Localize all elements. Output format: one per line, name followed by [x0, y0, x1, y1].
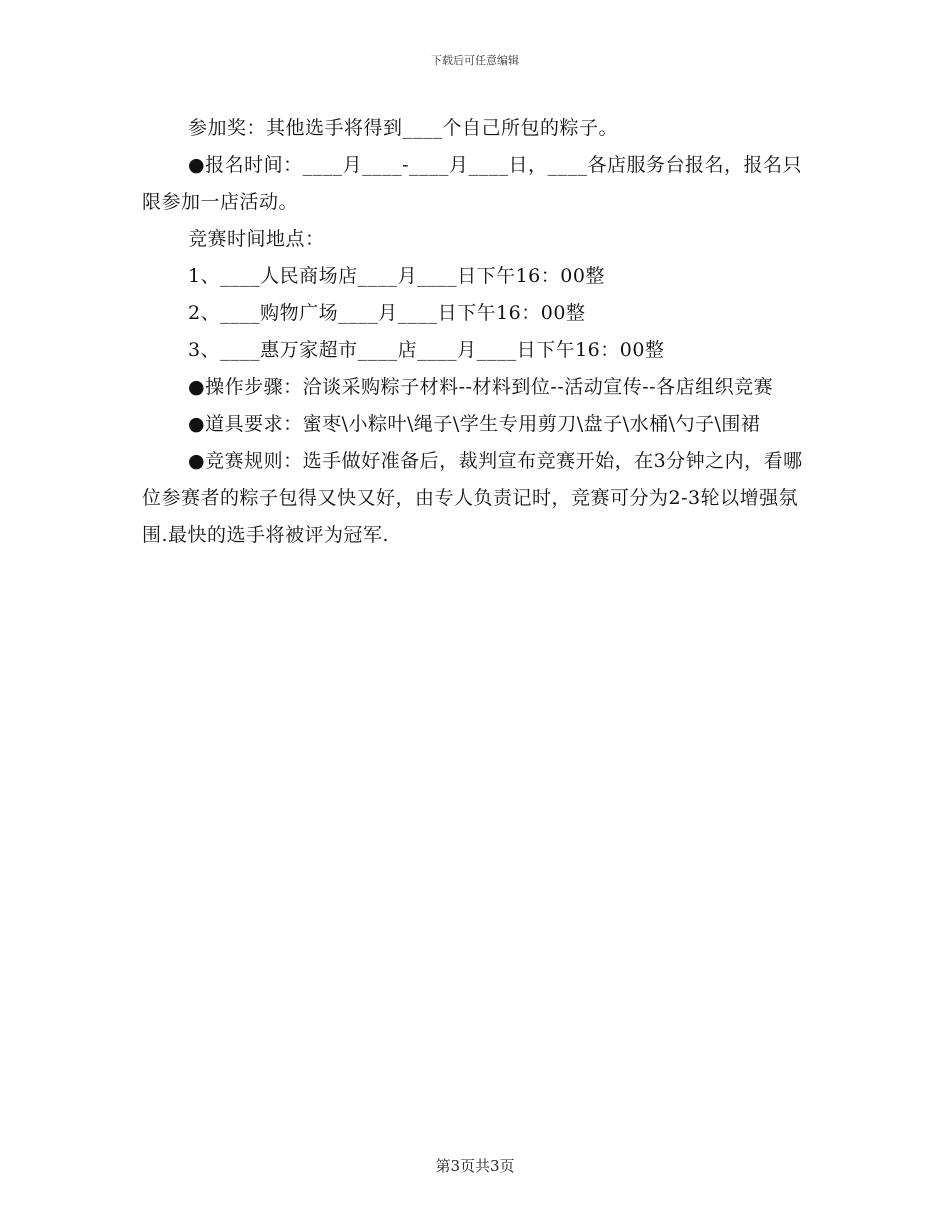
paragraph-competition-rules: ●竞赛规则：选手做好准备后，裁判宣布竞赛开始，在3分钟之内，看哪位参赛者的粽子包得又快又好，由专人负责记时，竞赛可分为2-3轮以增强氛围.最快的选手将被评为冠军. [142, 450, 803, 546]
paragraph-operation-steps: ●操作步骤：洽谈采购粽子材料--材料到位--活动宣传--各店组织竞赛 [188, 376, 774, 398]
paragraph-venue-heading: 竞赛时间地点： [188, 228, 325, 250]
page-header: 下载后可任意编辑 [431, 54, 519, 67]
page-footer: 第3页共3页 [435, 1157, 515, 1175]
document-body [142, 110, 810, 554]
paragraph-venue-1: 1、____人民商场店____月____日下午16：00整 [188, 265, 605, 287]
paragraph-venue-3: 3、____惠万家超市____店____月____日下午16：00整 [188, 339, 665, 361]
paragraph-venue-2: 2、____购物广场____月____日下午16：00整 [188, 302, 586, 324]
paragraph-registration-time: ●报名时间：____月____-____月____日，____各店服务台报名，报名只限参加一店活动。 [142, 154, 802, 213]
paragraph-participation-award: 参加奖：其他选手将得到____个自己所包的粽子。 [188, 117, 619, 139]
paragraph-props-requirements: ●道具要求：蜜枣\小粽叶\绳子\学生专用剪刀\盘子\水桶\勺子\围裙 [188, 413, 761, 435]
